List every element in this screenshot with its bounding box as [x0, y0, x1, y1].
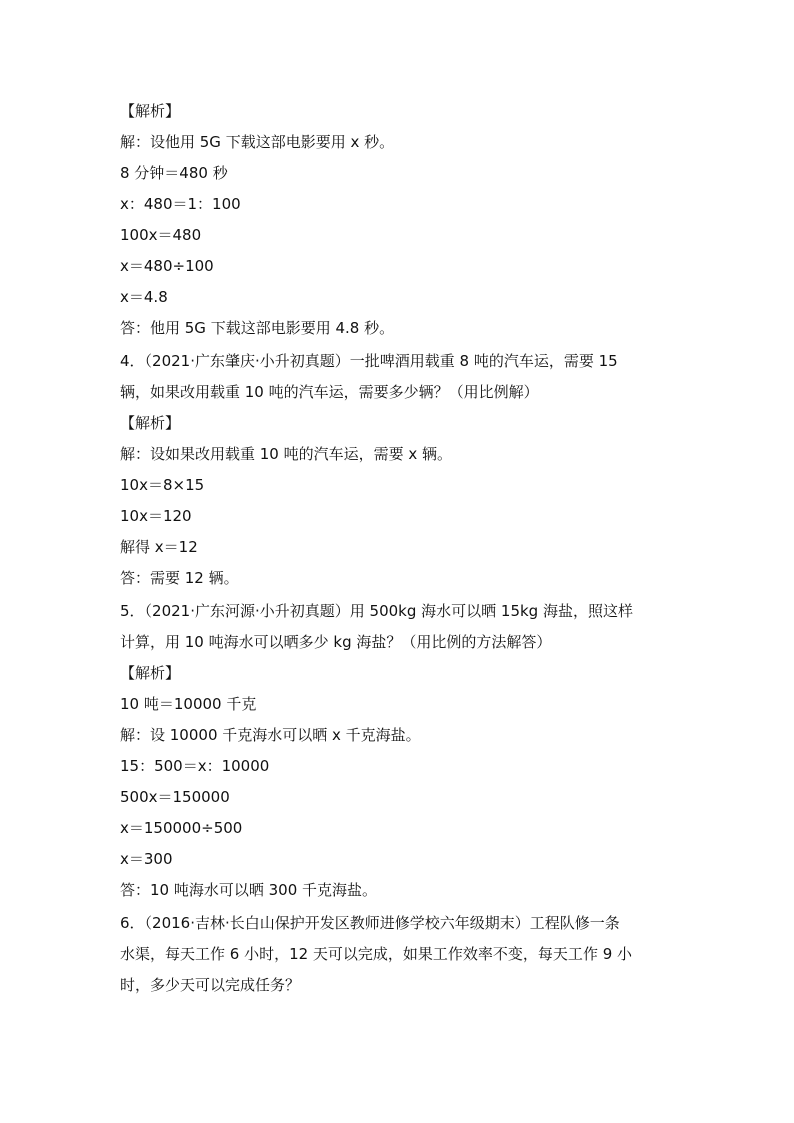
section-heading-analysis: 【解析】 [120, 102, 181, 120]
question-6-line-2: 水渠，每天工作 6 小时，12 天可以完成，如果工作效率不变，每天工作 9 小 [120, 945, 633, 963]
question-4-line-2: 辆，如果改用载重 10 吨的汽车运，需要多少辆？（用比例解） [120, 383, 539, 401]
equation-line: x＝480÷100 [120, 257, 214, 275]
answer-line: 答：需要 12 辆。 [120, 569, 239, 587]
question-5-line-2: 计算，用 10 吨海水可以晒多少 kg 海盐？（用比例的方法解答） [120, 633, 552, 651]
equation-line: x：480＝1：100 [120, 195, 241, 213]
section-heading-analysis: 【解析】 [120, 414, 181, 432]
solution-line: 解：设如果改用载重 10 吨的汽车运，需要 x 辆。 [120, 445, 453, 463]
question-6-line-3: 时，多少天可以完成任务？ [120, 976, 301, 994]
solution-line: 解：设 10000 千克海水可以晒 x 千克海盐。 [120, 726, 421, 744]
equation-line: 10x＝8×15 [120, 476, 205, 494]
equation-line: 8 分钟＝480 秒 [120, 164, 228, 182]
answer-line: 答：10 吨海水可以晒 300 千克海盐。 [120, 881, 378, 899]
equation-line: 10x＝120 [120, 507, 192, 525]
equation-line: x＝4.8 [120, 288, 168, 306]
answer-line: 答：他用 5G 下载这部电影要用 4.8 秒。 [120, 319, 395, 337]
equation-line: 500x＝150000 [120, 788, 230, 806]
question-5-line-1: 5．（2021·广东河源·小升初真题）用 500kg 海水可以晒 15kg 海盐，照这样 [120, 602, 633, 620]
equation-line: x＝150000÷500 [120, 819, 243, 837]
equation-line: x＝300 [120, 850, 173, 868]
question-4-line-1: 4．（2021·广东肇庆·小升初真题）一批啤酒用载重 8 吨的汽车运，需要 15 [120, 352, 618, 370]
section-heading-analysis: 【解析】 [120, 664, 181, 682]
equation-line: 15：500＝x：10000 [120, 757, 270, 775]
equation-line: 解得 x＝12 [120, 538, 198, 556]
solution-line: 解：设他用 5G 下载这部电影要用 x 秒。 [120, 133, 395, 151]
conversion-line: 10 吨＝10000 千克 [120, 695, 257, 713]
question-6-line-1: 6．（2016·吉林·长白山保护开发区教师进修学校六年级期末）工程队修一条 [120, 914, 620, 932]
equation-line: 100x＝480 [120, 226, 202, 244]
